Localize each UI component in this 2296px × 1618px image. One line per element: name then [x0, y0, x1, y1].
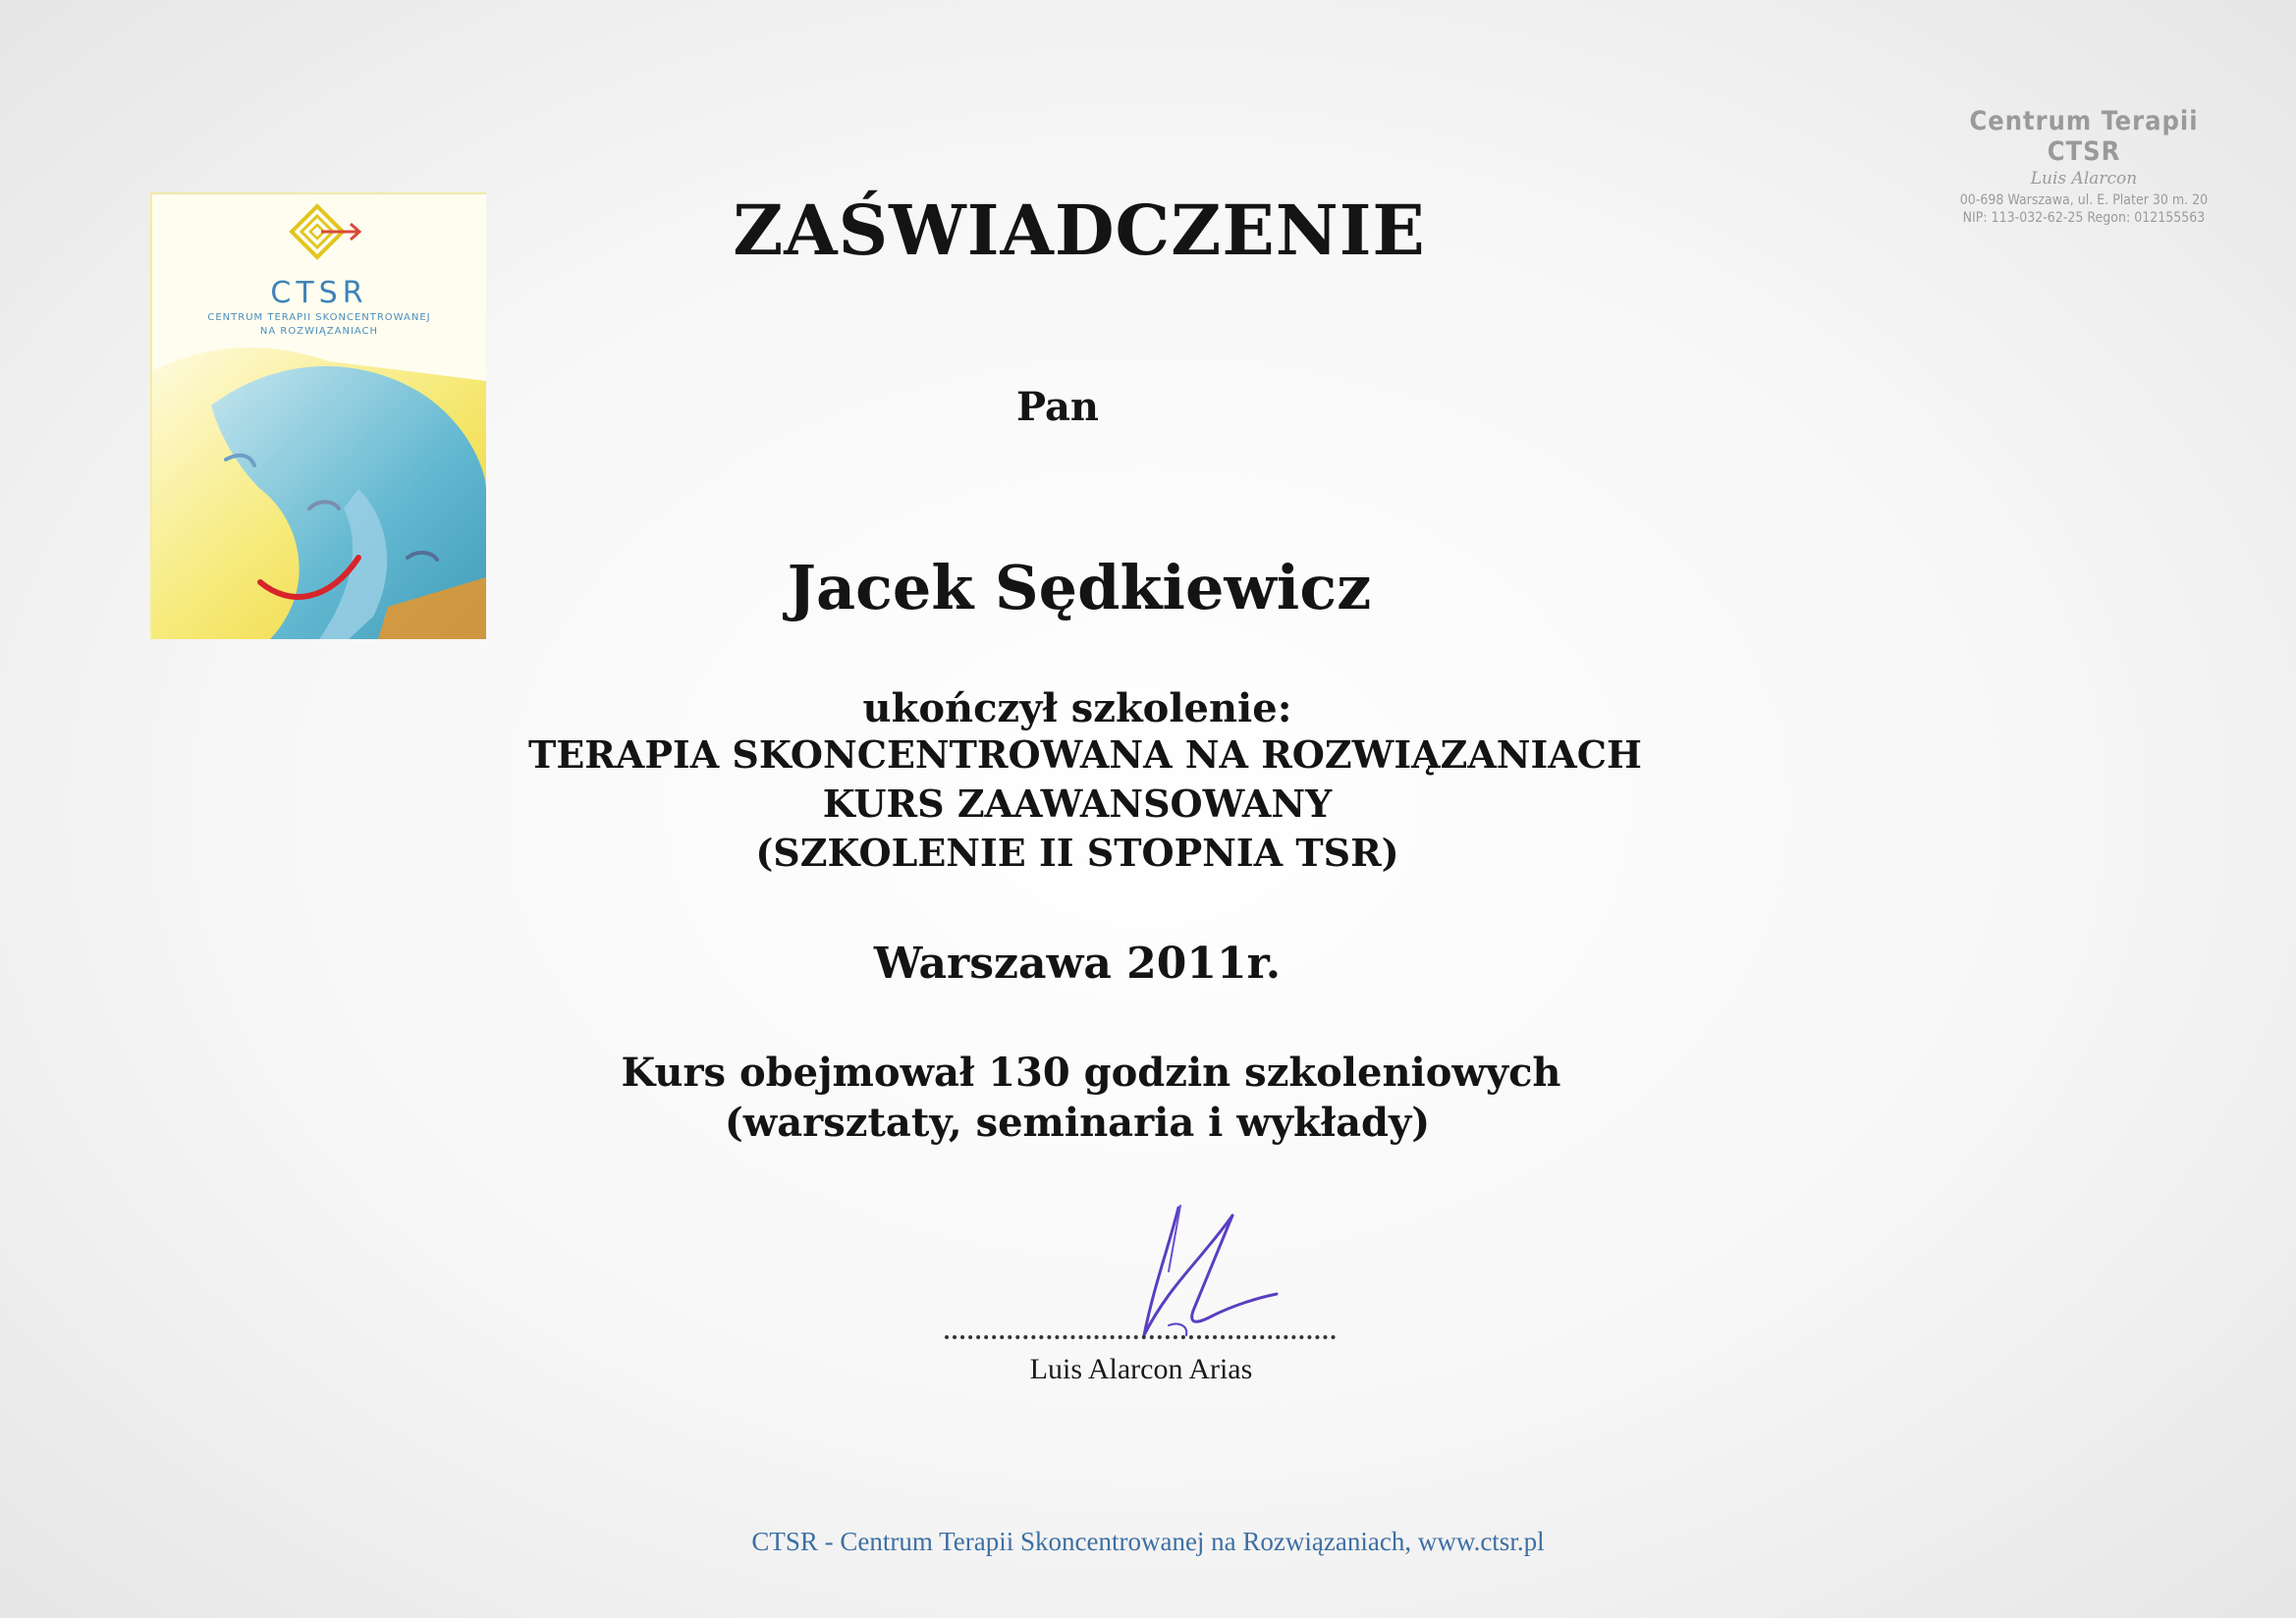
logo-subtitle-line2: NA ROZWIĄZANIACH — [259, 326, 379, 337]
course-line-3: (SZKOLENIE II STOPNIA TSR) — [755, 831, 1399, 875]
signature-line — [945, 1335, 1336, 1339]
recipient-name: Jacek Sędkiewicz — [787, 552, 1372, 623]
footer-text: CTSR - Centrum Terapii Skoncentrowanej na Rozwiązaniach, www.ctsr.pl — [751, 1527, 1545, 1556]
hours-line-1: Kurs obejmował 130 godzin szkoleniowych — [621, 1050, 1561, 1096]
place-date: Warszawa 2011r. — [873, 939, 1282, 989]
signer-name: Luis Alarcon Arias — [1029, 1353, 1253, 1385]
stamp-line-4: NIP: 113-032-62-25 Regon: 012155563 — [1962, 210, 2206, 226]
hours-line-2: (warsztaty, seminaria i wykłady) — [724, 1100, 1431, 1146]
stamp-line-1: Centrum Terapii CTSR — [1969, 106, 2199, 167]
certificate-title: ZAŚWIADCZENIE — [733, 189, 1426, 271]
stamp-line-3: 00-698 Warszawa, ul. E. Plater 30 m. 20 — [1959, 192, 2209, 208]
completed-text: ukończył szkolenie: — [862, 685, 1292, 731]
course-line-1: TERAPIA SKONCENTROWANA NA ROZWIĄZANIACH — [528, 732, 1642, 777]
logo-abbreviation: CTSR — [270, 276, 368, 310]
salutation: Pan — [1015, 384, 1099, 430]
logo-subtitle-line1: CENTRUM TERAPII SKONCENTROWANEJ — [207, 312, 431, 323]
signature-graphic — [1110, 1178, 1326, 1375]
course-line-2: KURS ZAAWANSOWANY — [822, 782, 1333, 826]
stamp-line-2: Luis Alarcon — [2030, 169, 2138, 189]
